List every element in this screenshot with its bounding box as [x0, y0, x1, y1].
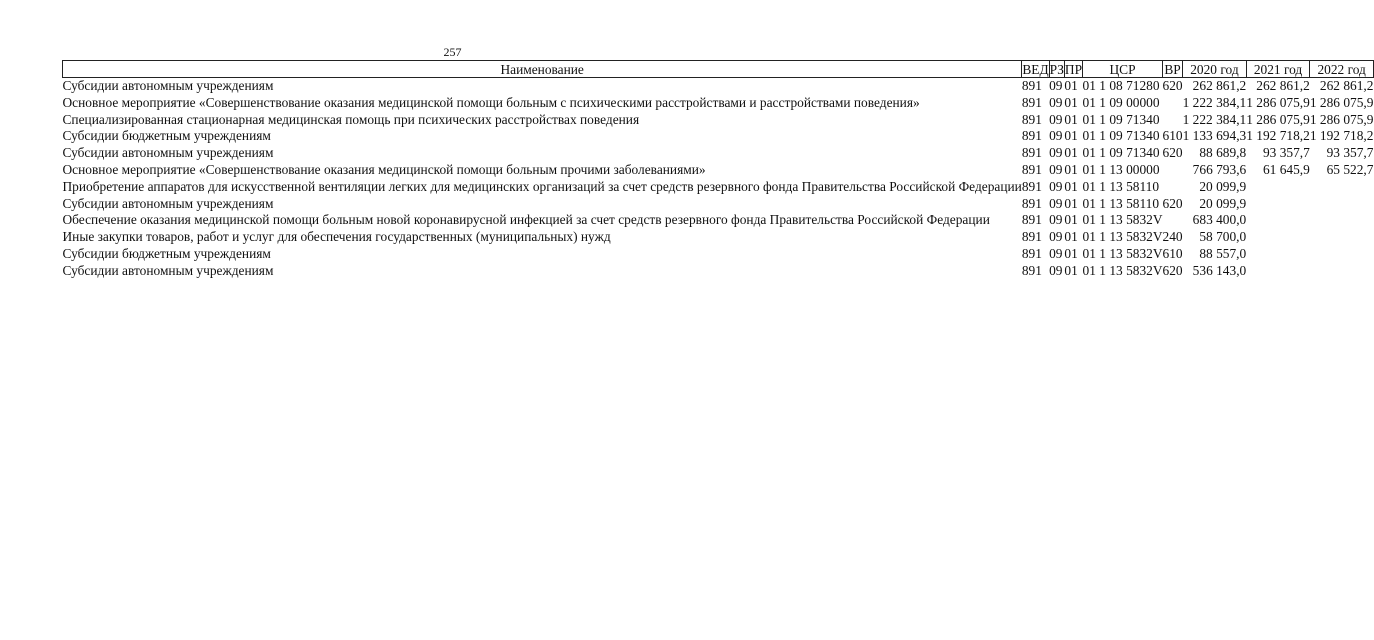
row-2021: [1246, 179, 1310, 196]
table-row: [63, 78, 1374, 95]
row-ved: 891: [1021, 178, 1042, 194]
row-vr: 620: [1162, 195, 1183, 211]
table-row: [63, 212, 1374, 229]
row-pr: 01: [1064, 111, 1078, 127]
row-2020: 683 400,0: [1192, 212, 1247, 228]
row-name: Основное мероприятие «Совершенствование оказания медицинской помощи больным с психическими расстройствами и расстройствами поведения»: [62, 94, 920, 110]
row-csr: 01 1 09 00000: [1082, 94, 1160, 110]
row-2022: 65 522,7: [1326, 161, 1374, 177]
row-2022: 93 357,7: [1326, 145, 1374, 161]
row-pr: 01: [1064, 229, 1078, 245]
row-rz: 09: [1049, 128, 1063, 144]
row-rz: 09: [1049, 111, 1063, 127]
table-body: [63, 78, 1374, 280]
row-csr: 01 1 13 5832V: [1082, 229, 1163, 245]
row-2021: 61 645,9: [1262, 161, 1310, 177]
col-header-ved: ВЕД: [1022, 61, 1049, 77]
row-csr: 01 1 13 5832V: [1082, 262, 1163, 278]
row-rz: 09: [1049, 145, 1063, 161]
row-2022: 1 286 075,9: [1309, 94, 1374, 110]
row-ved: 891: [1021, 195, 1042, 211]
row-2022: [1310, 196, 1374, 213]
row-rz: 09: [1049, 195, 1063, 211]
row-2020: 58 700,0: [1199, 229, 1247, 245]
row-2020: 536 143,0: [1192, 262, 1247, 278]
row-2022: 262 861,2: [1319, 78, 1374, 93]
row-2022: [1310, 229, 1374, 246]
row-ved: 891: [1021, 212, 1042, 228]
row-vr: 620: [1162, 262, 1183, 278]
row-2021: [1246, 263, 1310, 280]
row-csr: 01 1 13 58110: [1082, 195, 1160, 211]
row-2022: [1310, 179, 1374, 196]
row-2020: 1 222 384,1: [1182, 94, 1247, 110]
row-vr: [1163, 112, 1183, 129]
row-pr: 01: [1064, 145, 1078, 161]
row-csr: 01 1 09 71340: [1082, 145, 1160, 161]
row-rz: 09: [1049, 94, 1063, 110]
row-ved: 891: [1021, 128, 1042, 144]
row-vr: 620: [1162, 78, 1183, 93]
row-2022: [1310, 246, 1374, 263]
row-2020: 88 557,0: [1199, 245, 1247, 261]
row-csr: 01 1 13 5832V: [1082, 212, 1163, 228]
table-row: [63, 179, 1374, 196]
col-header-vr: ВР: [1164, 61, 1181, 77]
row-2021: [1246, 229, 1310, 246]
row-csr: 01 1 13 58110: [1082, 178, 1160, 194]
table-header: [63, 61, 1374, 78]
table-row: [63, 246, 1374, 263]
budget-table: [62, 60, 1374, 280]
row-name: Субсидии автономным учреждениям: [62, 78, 274, 93]
row-vr: [1163, 179, 1183, 196]
row-2022: [1310, 263, 1374, 280]
row-pr: 01: [1064, 262, 1078, 278]
row-2020: 766 793,6: [1192, 161, 1247, 177]
row-pr: 01: [1064, 161, 1078, 177]
col-header-2021: 2021 год: [1246, 61, 1310, 78]
row-2020: 88 689,8: [1199, 145, 1247, 161]
row-ved: 891: [1021, 78, 1042, 93]
row-pr: 01: [1064, 78, 1078, 93]
row-rz: 09: [1049, 161, 1063, 177]
col-header-rz: РЗ: [1049, 61, 1064, 77]
row-2020: 20 099,9: [1199, 195, 1247, 211]
row-ved: 891: [1021, 229, 1042, 245]
row-vr: [1163, 212, 1183, 229]
col-header-name: Наименование: [63, 61, 1022, 78]
table-row: [63, 112, 1374, 129]
row-name: Субсидии автономным учреждениям: [62, 195, 274, 211]
row-2022: [1310, 212, 1374, 229]
col-header-2022: 2022 год: [1310, 61, 1374, 78]
row-ved: 891: [1021, 245, 1042, 261]
table-row: [63, 196, 1374, 213]
row-ved: 891: [1021, 161, 1042, 177]
row-csr: 01 1 13 5832V: [1082, 245, 1163, 261]
row-vr: 610: [1162, 128, 1183, 144]
row-rz: 09: [1049, 178, 1063, 194]
row-ved: 891: [1021, 262, 1042, 278]
col-header-csr: ЦСР: [1083, 61, 1163, 78]
row-name: Субсидии бюджетным учреждениям: [62, 128, 271, 144]
table-row: [63, 162, 1374, 179]
row-name: Специализированная стационарная медицинская помощь при психических расстройствах поведения: [62, 111, 640, 127]
row-csr: 01 1 09 71340: [1082, 111, 1160, 127]
row-2020: 262 861,2: [1192, 78, 1247, 93]
row-2021: 1 286 075,9: [1246, 94, 1310, 110]
row-pr: 01: [1064, 212, 1078, 228]
row-rz: 09: [1049, 229, 1063, 245]
row-2021: [1246, 196, 1310, 213]
row-csr: 01 1 08 71280: [1082, 78, 1160, 93]
row-name: Субсидии автономным учреждениям: [62, 145, 274, 161]
table-row: [63, 128, 1374, 145]
page-number: 257: [443, 45, 462, 59]
row-csr: 01 1 09 71340: [1082, 128, 1160, 144]
row-2021: [1246, 212, 1310, 229]
row-2020: 1 222 384,1: [1182, 111, 1247, 127]
col-header-pr: ПР: [1064, 61, 1083, 77]
row-name: Иные закупки товаров, работ и услуг для обеспечения государственных (муниципальных) нужд: [62, 229, 611, 245]
row-pr: 01: [1064, 195, 1078, 211]
row-2022: 1 192 718,2: [1309, 128, 1374, 144]
row-2021: 93 357,7: [1262, 145, 1310, 161]
table-row: [63, 263, 1374, 280]
row-ved: 891: [1021, 94, 1042, 110]
row-2021: 1 286 075,9: [1246, 111, 1310, 127]
row-pr: 01: [1064, 94, 1078, 110]
row-ved: 891: [1021, 145, 1042, 161]
row-pr: 01: [1064, 245, 1078, 261]
table-row: [63, 145, 1374, 162]
row-vr: 240: [1162, 229, 1183, 245]
row-ved: 891: [1021, 111, 1042, 127]
col-header-2020: 2020 год: [1183, 61, 1247, 78]
row-vr: 620: [1162, 145, 1183, 161]
row-2021: 262 861,2: [1256, 78, 1310, 93]
row-csr: 01 1 13 00000: [1082, 161, 1160, 177]
row-name: Субсидии автономным учреждениям: [62, 262, 274, 278]
row-vr: [1163, 95, 1183, 112]
row-2021: 1 192 718,2: [1246, 128, 1310, 144]
row-2021: [1246, 246, 1310, 263]
table-row: [63, 229, 1374, 246]
row-rz: 09: [1049, 262, 1063, 278]
row-rz: 09: [1049, 212, 1063, 228]
row-2022: 1 286 075,9: [1309, 111, 1374, 127]
row-name: Обеспечение оказания медицинской помощи больным новой коронавирусной инфекцией за счет средств резервного фонда Правительства Российской Федерации: [62, 212, 990, 228]
row-name: Субсидии бюджетным учреждениям: [62, 245, 271, 261]
row-2020: 20 099,9: [1199, 178, 1247, 194]
row-pr: 01: [1064, 128, 1078, 144]
row-rz: 09: [1049, 245, 1063, 261]
row-name: Приобретение аппаратов для искусственной вентиляции легких для медицинских организаций за счет средств резервного фонда Правительства Российской Федерации: [62, 178, 1022, 194]
row-vr: 610: [1162, 245, 1183, 261]
row-vr: [1163, 162, 1183, 179]
row-rz: 09: [1049, 78, 1063, 93]
row-pr: 01: [1064, 178, 1078, 194]
table-row: [63, 95, 1374, 112]
row-name: Основное мероприятие «Совершенствование оказания медицинской помощи больным прочими заболеваниями»: [62, 161, 706, 177]
row-2020: 1 133 694,3: [1182, 128, 1247, 144]
